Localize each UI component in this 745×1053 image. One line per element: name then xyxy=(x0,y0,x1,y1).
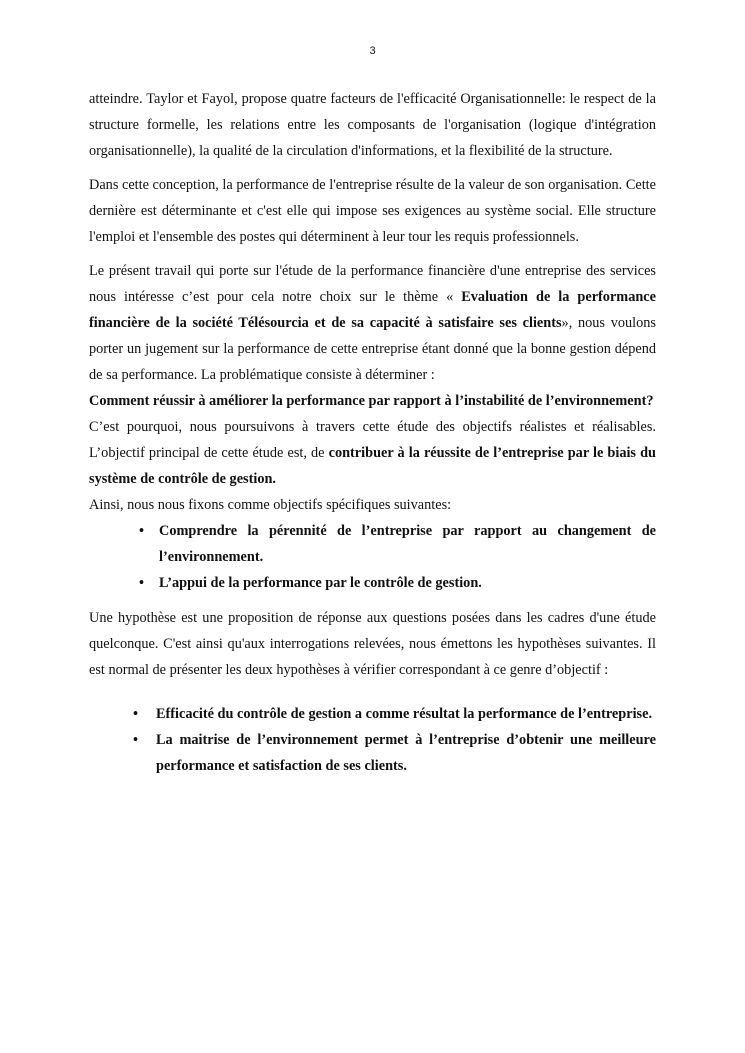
paragraph-travail xyxy=(89,258,656,388)
document-body xyxy=(89,86,656,779)
page-number: 3 xyxy=(369,45,376,57)
paragraph-travail-text-b: », nous voulons porter un jugement sur la performance de cette entreprise étant donné que la bonne gestion dépend de sa performance. La problématique consiste à déterminer : xyxy=(89,315,656,383)
bullet-icon: • xyxy=(139,575,145,591)
objective-text: L’appui de la performance par le contrôle de gestion. xyxy=(159,575,482,591)
hypothesis-text: La maitrise de l’environnement permet à l’entreprise d’obtenir une meilleure performance et satisfaction de ses clients. xyxy=(156,732,656,774)
paragraph-efficacite: atteindre. Taylor et Fayol, propose quatre facteurs de l'efficacité Organisationnelle: le respect de la structure formelle, les relations entre les composants de l'organisation (logique d'intégration organisationnelle), la qualité de la circulation d'informations, et la flexibilité de la structure. xyxy=(89,91,656,159)
paragraph-conception: Dans cette conception, la performance de l'entreprise résulte de la valeur de son organisation. Cette dernière est déterminante et c'est elle qui impose ses exigences au système social. Elle structure l'emploi et l'ensemble des postes qui déterminent à leur tour les requis professionnels. xyxy=(89,177,656,245)
paragraph-objectifs-intro: Ainsi, nous nous fixons comme objectifs spécifiques suivantes: xyxy=(89,497,452,513)
list-item xyxy=(89,701,656,727)
list-item xyxy=(89,518,656,570)
objective-text: Comprendre la pérennité de l’entreprise par rapport au changement de l’environnement. xyxy=(159,523,656,565)
problem-question-text: Comment réussir à améliorer la performance par rapport à l’instabilité de l’environnement? xyxy=(89,393,654,409)
paragraph-objectif-text: C’est pourquoi, nous poursuivons à travers cette étude des objectifs réalistes et réalisables. L’objectif principal de cette étude est, de xyxy=(89,419,656,461)
list-item xyxy=(89,727,656,779)
bullet-icon: • xyxy=(133,706,139,722)
objectives-list xyxy=(89,518,656,596)
list-item xyxy=(89,570,656,596)
hypothesis-text: Efficacité du contrôle de gestion a comme résultat la performance de l’entreprise. xyxy=(156,706,653,722)
paragraph-objectif xyxy=(89,414,656,492)
bullet-icon: • xyxy=(139,523,145,539)
main-objective: contribuer à la réussite de l’entreprise par le biais du système de contrôle de gestion. xyxy=(89,445,656,487)
paragraph-hypothese: Une hypothèse est une proposition de réponse aux questions posées dans les cadres d'une étude quelconque. C'est ainsi qu'aux interrogations relevées, nous émettons les hypothèses suivantes. Il est normal de présenter les deux hypothèses à vérifier correspondant à ce genre d’objectif : xyxy=(89,610,656,678)
paragraph-travail-text-a: Le présent travail qui porte sur l'étude de la performance financière d'une entreprise des services nous intéresse c’est pour cela notre choix sur le thème « xyxy=(89,263,656,305)
hypotheses-list xyxy=(89,701,656,779)
problem-question xyxy=(89,388,656,414)
bullet-icon: • xyxy=(133,732,139,748)
theme-title: Evaluation de la performance financière de la société Télésourcia et de sa capacité à satisfaire ses clients xyxy=(89,289,657,331)
